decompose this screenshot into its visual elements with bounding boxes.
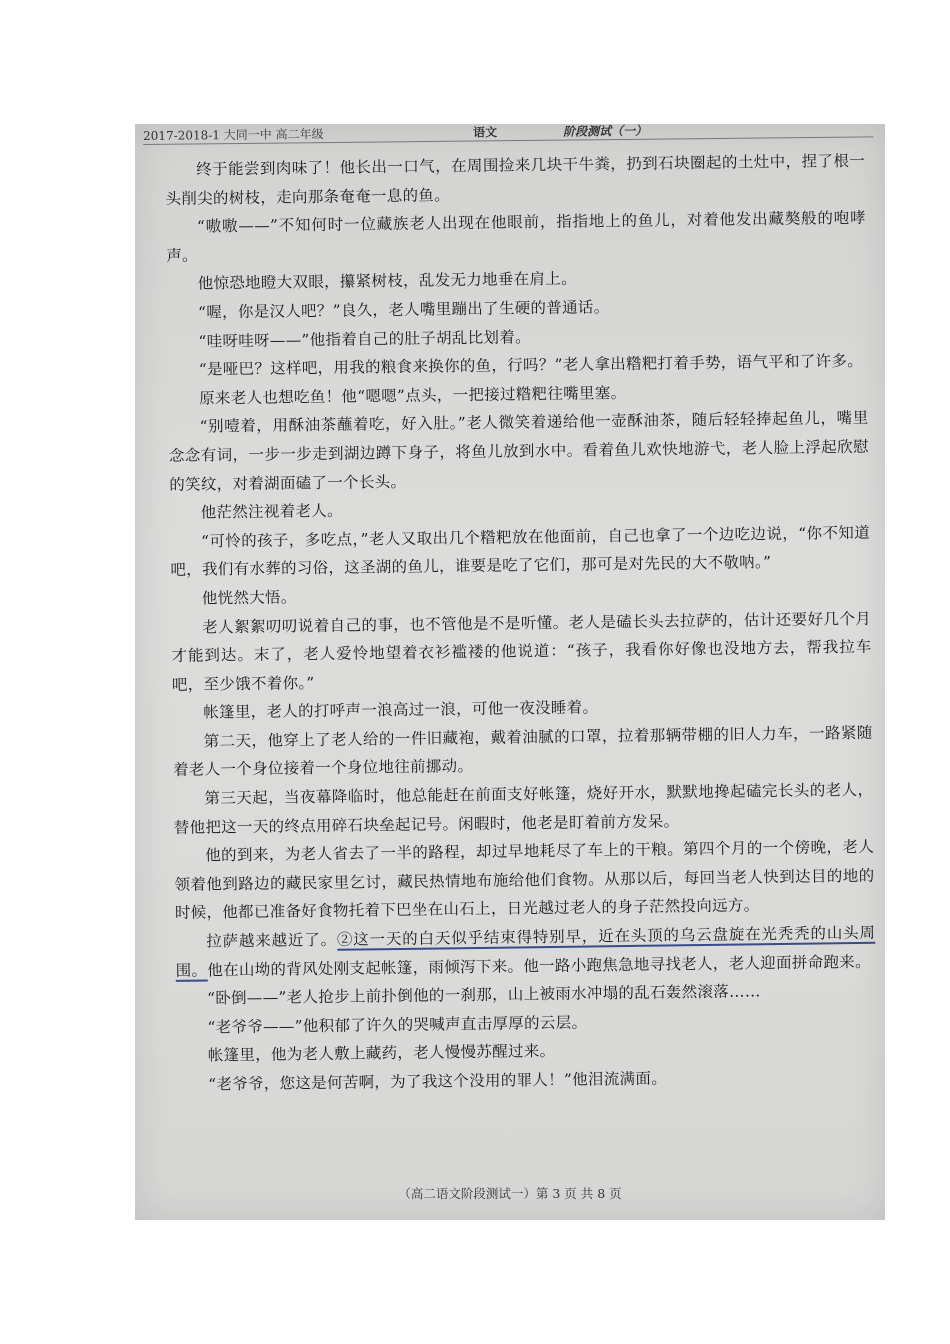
paragraph: “嗷嗷——”不知何时一位藏族老人出现在他眼前，指指地上的鱼儿，对着他发出藏獒般的咆哮声。 [166,209,866,265]
paragraph: 第三天起，当夜幕降临时，他总能赶在前面支好帐篷，烧好开水，默默地搀起磕完长头的老人，替他把这一天的终点用碎石块垒起记号。闲暇时，他老是盯着前方发呆。 [173,780,874,837]
paragraph: “哇呀哇呀——”他指着自己的肚子胡乱比划着。 [198,327,531,351]
paragraph: 他恍然大悟。 [201,588,297,608]
paragraph: 原来老人也想吃鱼！他“嗯嗯”点头，一把接过糌粑往嘴里塞。 [199,383,627,408]
paragraph: 帐篷里，老人的打呼声一浪高过一浪，可他一夜没睡着。 [203,698,599,722]
header-school: 2017-2018-1 大同一中 高二年级 [143,127,324,143]
passage-body [165,147,877,1100]
paragraph: “别噎着，用酥油茶蘸着吃，好入肚。”老人微笑着递给他一壶酥油茶，随后轻轻捧起鱼儿，嘴里念念有词，一步一步走到湖边蹲下身子，将鱼儿放到水中。看着鱼儿欢快地游弋，老人脸上浮起欣慰的笑纹，对着湖面磕了一个长头。 [168,409,869,494]
paragraph: “是哑巴？这样吧，用我的粮食来换你的鱼，行吗？”老人拿出糌粑打着手势，语气平和了许多。 [198,352,864,379]
header-exam: 阶段测试（一） [563,124,648,139]
paragraph: “可怜的孩子，多吃点，”老人又取出几个糌粑放在他面前，自己也拿了一个边吃边说，“你不知道吧，我们有水葬的习俗，这圣湖的鱼儿，谁要是吃了它们，那可是对先民的大不敬呐。” [170,523,871,580]
paragraph: 他茫然注视着老人。 [200,501,343,522]
paragraph: 他的到来，为老人省去了一半的路程，却过早地耗尽了车上的干粮。第四个月的一个傍晚，老人领着他到路边的藏民家里乞讨，藏民热情地布施给他们食物。从那以后，每回当老人快到达目的地的时候，他都已准备好食物托着下巴坐在山石上，日光越过老人的身子茫然投向远方。 [174,838,875,923]
paragraph: 他惊恐地瞪大双眼，攥紧树枝，乱发无力地垂在肩上。 [197,269,577,293]
underlined-sentence-2: ②这一天的白天似乎结束得特别早，近在头顶的乌云盘旋在光秃秃的山头周围。 [175,923,876,980]
sentence-tail: 他在山坳的背风处刚支起帐篷，雨倾泻下来。他一路小跑焦急地寻找老人，老人迎面拼命跑来。 [207,952,871,980]
paragraph: “卧倒——”老人抢步上前扑倒他的一刹那，山上被雨水冲塌的乱石轰然滚落…… [206,982,761,1008]
paragraph: 老人絮絮叨叨说着自己的事，也不管他是不是听懂。老人是磕长头去拉萨的，估计还要好几个月才能到达。末了，老人爱怜地望着衣衫褴褛的他说道：“孩子，我看你好像也没地方去，帮我拉车吧，至少饿不着你。” [171,609,872,694]
header-subject: 语文 [473,125,498,140]
paragraph: 终于能尝到肉味了！他长出一口气，在周围捡来几块干牛粪，扔到石块圈起的土灶中，捏了根一头削尖的树枝，走向那条奄奄一息的鱼。 [165,151,866,208]
page-header [143,124,873,145]
paragraph: “老爷爷，您这是何苦啊，为了我这个没用的罪人！”他泪流满面。 [208,1069,668,1094]
sentence-lead: 拉萨越来越近了。 [206,930,338,951]
paragraph: “喔，你是汉人吧？”良久，老人嘴里蹦出了生硬的普通话。 [197,298,610,322]
page-footer: （高二语文阶段测试一）第 3 页 共 8 页 [398,1186,622,1201]
paragraph: 帐篷里，他为老人敷上藏药，老人慢慢苏醒过来。 [207,1042,556,1065]
exam-page [135,124,885,1220]
paragraph-with-marked-sentence [175,919,876,985]
paragraph: 第二天，他穿上了老人给的一件旧藏袍，戴着油腻的口罩，拉着那辆带棚的旧人力车，一路紧随着老人一个身位接着一个身位地往前挪动。 [172,723,873,780]
paragraph: “老爷爷——”他积郁了许久的哭喊声直击厚厚的云层。 [207,1013,588,1037]
